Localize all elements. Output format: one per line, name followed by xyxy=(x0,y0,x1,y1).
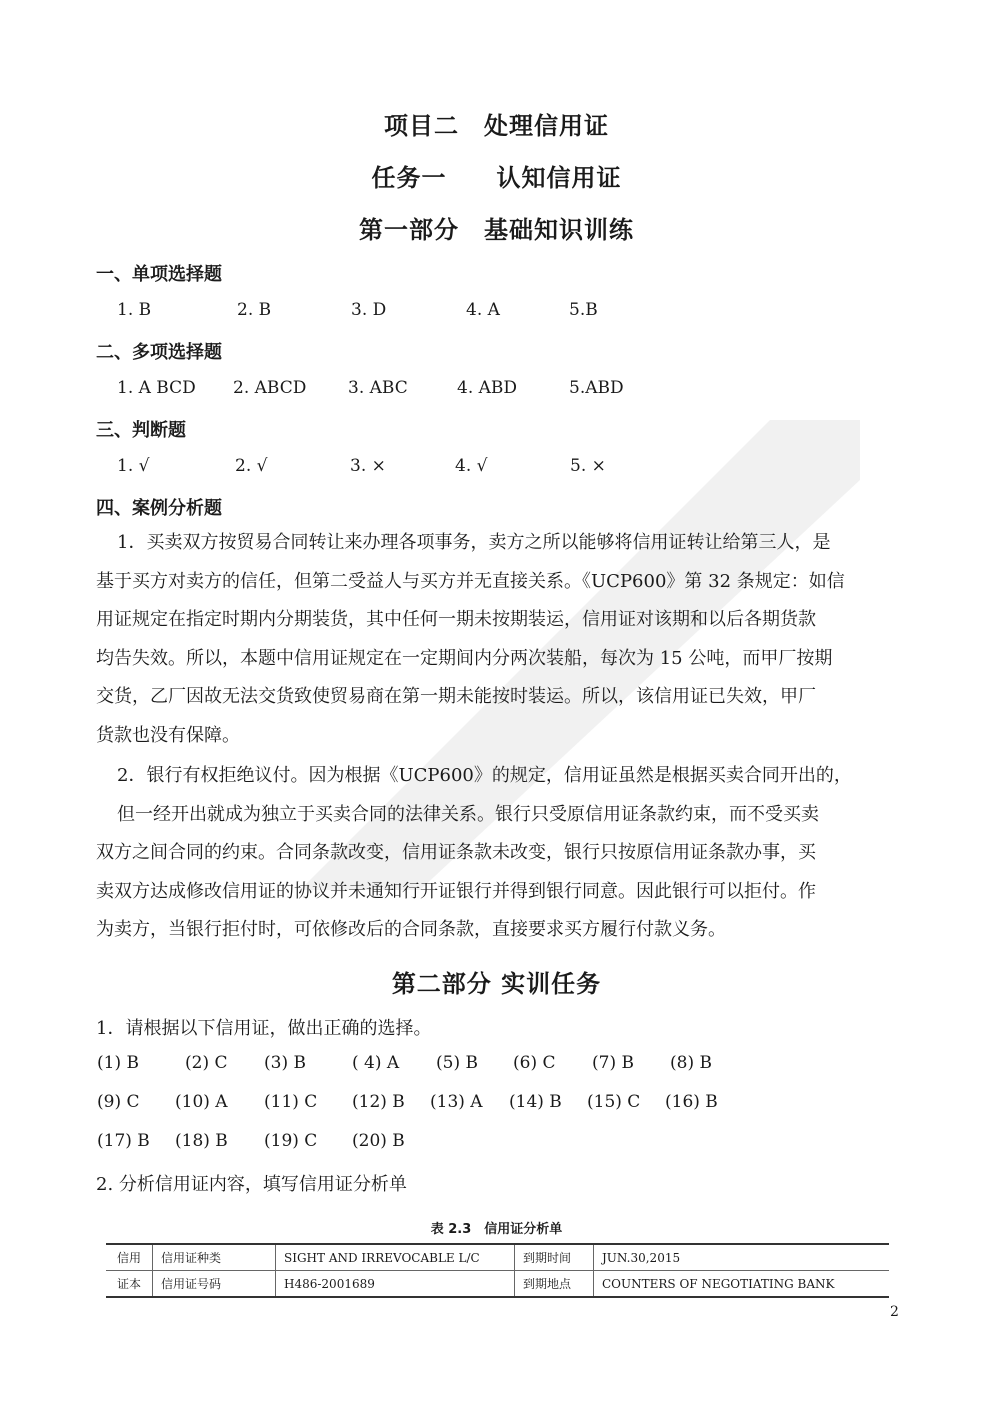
project-title: 项目二 处理信用证 xyxy=(384,112,609,140)
table-group-label-2: 证本 xyxy=(106,1271,153,1298)
case2-paragraph xyxy=(96,757,906,950)
single-answer-2: 2. B xyxy=(237,300,272,320)
section2-heading: 二、多项选择题 xyxy=(96,342,222,363)
choice-17: (17) B xyxy=(97,1131,150,1151)
choice-2: (2) C xyxy=(185,1053,228,1073)
table-label: 到期地点 xyxy=(515,1271,594,1298)
choice-5: (5) B xyxy=(436,1053,478,1073)
single-answer-5: 5.B xyxy=(569,300,598,320)
table-value: H486-2001689 xyxy=(276,1271,515,1298)
choice-11: (11) C xyxy=(264,1092,318,1112)
choice-4: ( 4) A xyxy=(352,1053,400,1073)
section4-heading: 四、案例分析题 xyxy=(96,498,222,519)
table-group-label-1: 信用 xyxy=(106,1244,153,1271)
choice-14: (14) B xyxy=(509,1092,562,1112)
case1-paragraph xyxy=(96,524,906,756)
table-value: COUNTERS OF NEGOTIATING BANK xyxy=(594,1271,890,1298)
choice-8: (8) B xyxy=(670,1053,712,1073)
choice-6: (6) C xyxy=(513,1053,556,1073)
choice-12: (12) B xyxy=(352,1092,405,1112)
judge-answer-5: 5. × xyxy=(570,456,606,476)
case1-line-3: 用证规定在指定时期内分期装货，其中任何一期未按期装运，信用证对该期和以后各期货款 xyxy=(96,609,816,631)
choice-1: (1) B xyxy=(97,1053,139,1073)
case1-line-6: 货款也没有保障。 xyxy=(96,724,240,746)
choice-16: (16) B xyxy=(665,1092,718,1112)
case1-line-5: 交货，乙厂因故无法交货致使贸易商在第一期未能按时装运。所以，该信用证已失效，甲厂 xyxy=(96,686,816,708)
case2-line-3: 双方之间合同的约束。合同条款改变，信用证条款未改变，银行只按原信用证条款办事，买 xyxy=(96,842,816,864)
multi-answer-2: 2. ABCD xyxy=(233,378,307,398)
case2-line-2: 但一经开出就成为独立于买卖合同的法律关系。银行只受原信用证条款约束，而不受买卖 xyxy=(117,803,819,825)
choice-9: (9) C xyxy=(97,1092,140,1112)
judge-answer-4: 4. √ xyxy=(455,456,488,476)
table-value: SIGHT AND IRREVOCABLE L/C xyxy=(276,1244,515,1271)
case1-line-4: 均告失效。所以，本题中信用证规定在一定期间内分两次装船，每次为 15 公吨，而甲厂按期 xyxy=(96,647,833,669)
case1-line-2: 基于买方对卖方的信任，但第二受益人与买方并无直接关系。《UCP600》第 32 条规定：如信 xyxy=(96,570,845,592)
judge-answer-1: 1. √ xyxy=(117,456,150,476)
choice-7: (7) B xyxy=(592,1053,634,1073)
multi-answer-5: 5.ABD xyxy=(569,378,624,398)
single-answer-1: 1. B xyxy=(117,300,152,320)
judge-answer-2: 2. √ xyxy=(235,456,268,476)
multi-answer-3: 3. ABC xyxy=(348,378,408,398)
part2-title: 第二部分 实训任务 xyxy=(391,970,602,998)
task-title: 任务一 认知信用证 xyxy=(371,164,622,192)
section1-heading: 一、单项选择题 xyxy=(96,264,222,285)
choice-18: (18) B xyxy=(175,1131,228,1151)
lc-analysis-table xyxy=(106,1243,889,1298)
choice-19: (19) C xyxy=(264,1131,318,1151)
case2-line-4: 卖双方达成修改信用证的协议并未通知行开证银行并得到银行同意。因此银行可以拒付。作 xyxy=(96,880,816,902)
page-number: 2 xyxy=(890,1304,899,1320)
multi-answer-1: 1. A BCD xyxy=(117,378,196,398)
table-caption: 表 2.3 信用证分析单 xyxy=(430,1222,563,1237)
choice-15: (15) C xyxy=(587,1092,641,1112)
part2-question-2: 2. 分析信用证内容，填写信用证分析单 xyxy=(96,1174,407,1195)
part2-question-1: 1．请根据以下信用证，做出正确的选择。 xyxy=(96,1018,432,1039)
choice-3: (3) B xyxy=(264,1053,306,1073)
case2-line-5: 为卖方，当银行拒付时，可依修改后的合同条款，直接要求买方履行付款义务。 xyxy=(96,919,726,941)
section3-heading: 三、判断题 xyxy=(96,420,186,441)
case2-line-1: 2．银行有权拒绝议付。因为根据《UCP600》的规定，信用证虽然是根据买卖合同开出的， xyxy=(117,765,852,786)
table-label: 信用证种类 xyxy=(153,1244,276,1271)
choice-10: (10) A xyxy=(175,1092,228,1112)
single-answer-4: 4. A xyxy=(466,300,500,320)
choice-20: (20) B xyxy=(352,1131,405,1151)
table-row xyxy=(106,1271,889,1298)
table-value: JUN.30,2015 xyxy=(594,1244,890,1271)
table-label: 到期时间 xyxy=(515,1244,594,1271)
case1-line-1: 1．买卖双方按贸易合同转让来办理各项事务，卖方之所以能够将信用证转让给第三人，是 xyxy=(117,532,831,553)
choice-13: (13) A xyxy=(430,1092,483,1112)
table-label: 信用证号码 xyxy=(153,1271,276,1298)
part1-title: 第一部分 基础知识训练 xyxy=(359,216,634,244)
table-row xyxy=(106,1244,889,1271)
multi-answer-4: 4. ABD xyxy=(457,378,518,398)
judge-answer-3: 3. × xyxy=(350,456,386,476)
single-answer-3: 3. D xyxy=(351,300,387,320)
